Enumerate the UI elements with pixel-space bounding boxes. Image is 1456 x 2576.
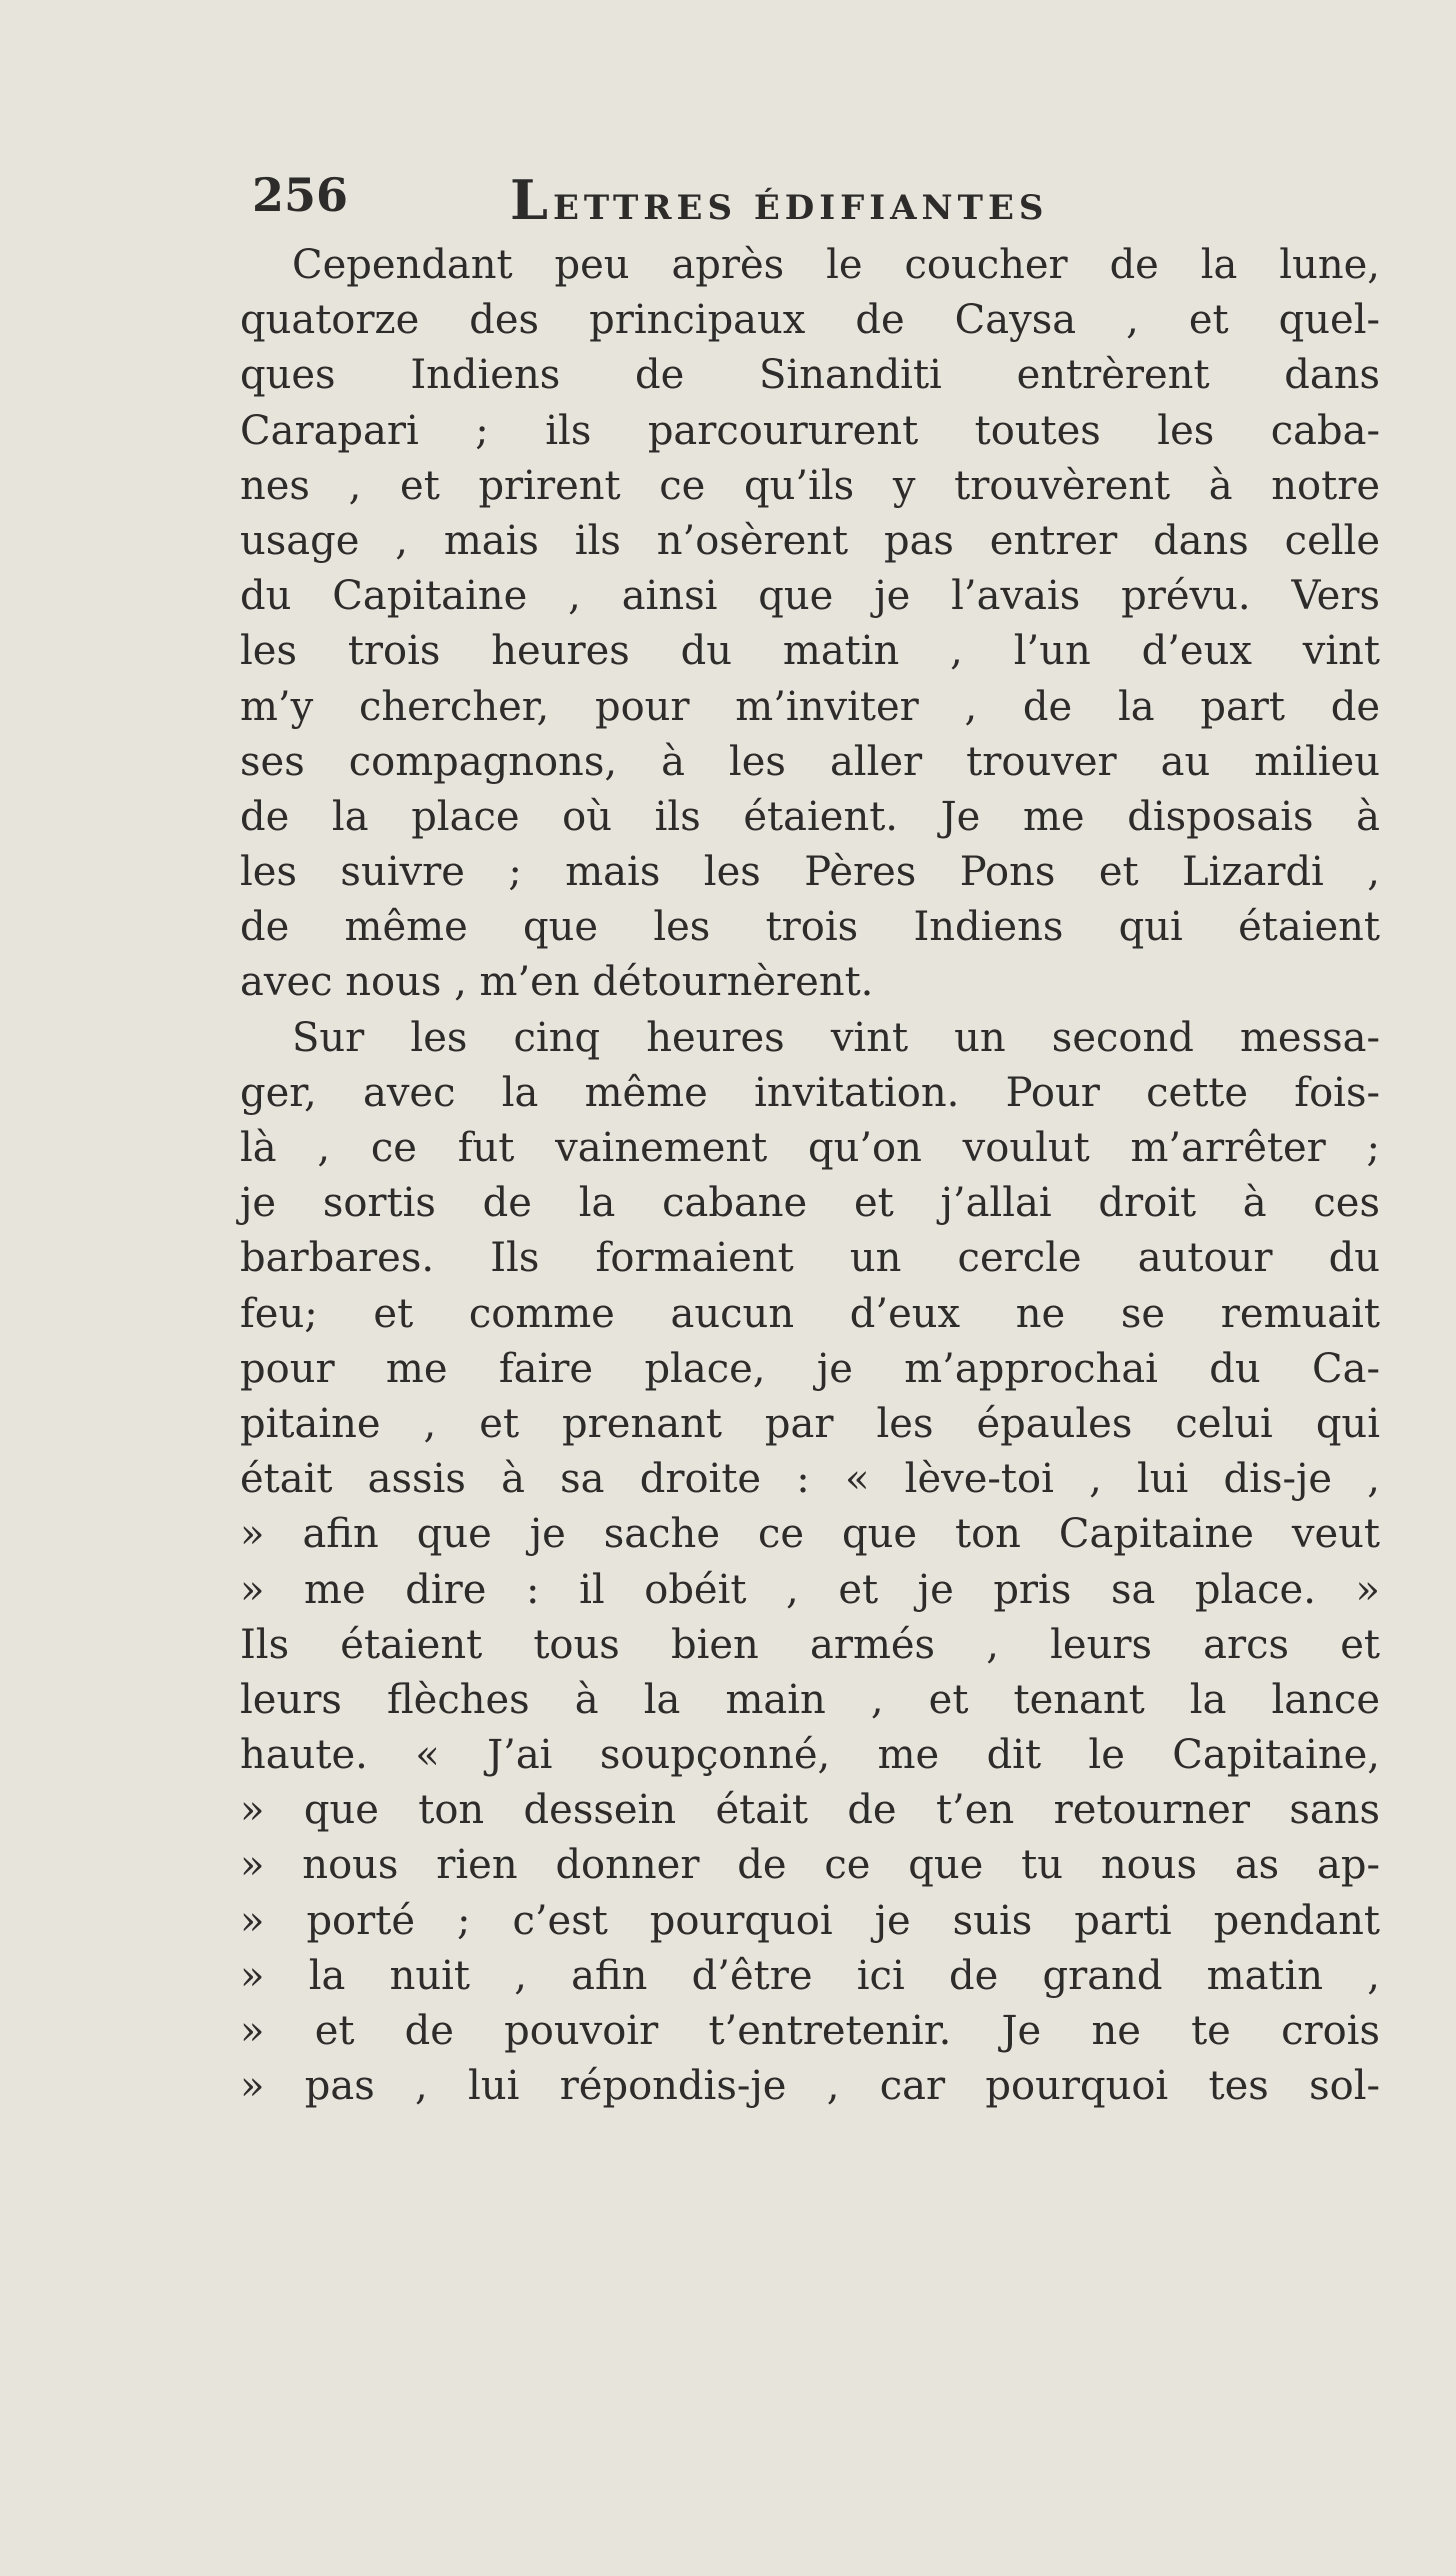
page-number: 256 — [252, 168, 349, 222]
text-line: Ils étaient tous bien armés , leurs arcs et — [240, 1621, 1380, 1668]
text-line: Cependant peu après le coucher de la lune, — [292, 242, 1380, 288]
text-line: » pas , lui répondis-je , car pourquoi tes sol- — [240, 2063, 1380, 2110]
text-line: les suivre ; mais les Pères Pons et Lizardi , — [240, 849, 1380, 896]
text-line: haute. « J’ai soupçonné, me dit le Capitaine, — [240, 1732, 1380, 1779]
text-line: je sortis de la cabane et j’allai droit à ces — [240, 1180, 1380, 1227]
text-line: était assis à sa droite : « lève-toi , lui dis-je , — [240, 1456, 1380, 1503]
text-line: » et de pouvoir t’entretenir. Je ne te crois — [240, 2008, 1380, 2054]
text-line: Sur les cinq heures vint un second messa- — [292, 1014, 1380, 1061]
text-line: feu; et comme aucun d’eux ne se remuait — [240, 1290, 1380, 1337]
text-line: les trois heures du matin , l’un d’eux vint — [240, 628, 1380, 675]
text-line: ger, avec la même invitation. Pour cette fois- — [240, 1069, 1380, 1116]
text-line: » que ton dessein était de t’en retourner sans — [240, 1787, 1380, 1834]
text-line: ques Indiens de Sinanditi entrèrent dans — [240, 352, 1380, 399]
text-line: Carapari ; ils parcoururent toutes les caba- — [240, 407, 1380, 454]
text-line: barbares. Ils formaient un cercle autour du — [240, 1235, 1380, 1282]
text-line: usage , mais ils n’osèrent pas entrer dans celle — [240, 517, 1380, 564]
text-line: là , ce fut vainement qu’on voulut m’arrêter ; — [240, 1125, 1380, 1171]
running-head-rest: ETTRES ÉDIFIANTES — [552, 188, 1049, 228]
text-line: m’y chercher, pour m’inviter , de la part de — [240, 683, 1380, 730]
page-header — [252, 168, 1252, 238]
text-line: » me dire : il obéit , et je pris sa place. » — [240, 1566, 1380, 1613]
text-line: leurs flèches à la main , et tenant la lance — [240, 1676, 1380, 1723]
text-line: nes , et prirent ce qu’ils y trouvèrent à notre — [240, 462, 1380, 509]
text-line: ses compagnons, à les aller trouver au milieu — [240, 738, 1380, 785]
running-head — [510, 168, 1048, 232]
text-line: du Capitaine , ainsi que je l’avais prévu. Vers — [240, 573, 1380, 620]
text-line: » afin que je sache ce que ton Capitaine veut — [240, 1511, 1380, 1558]
text-line: avec nous , m’en détournèrent. — [240, 959, 874, 1006]
text-line: » nous rien donner de ce que tu nous as ap- — [240, 1842, 1380, 1889]
body-text — [240, 238, 1380, 2114]
text-line: » porté ; c’est pourquoi je suis parti pendant — [240, 1897, 1380, 1944]
text-line: de même que les trois Indiens qui étaient — [240, 904, 1380, 951]
text-line: de la place où ils étaient. Je me disposais à — [240, 793, 1380, 840]
running-head-initial: L — [510, 168, 553, 232]
text-line: pitaine , et prenant par les épaules celui qui — [240, 1400, 1380, 1447]
text-line: pour me faire place, je m’approchai du Ca- — [240, 1345, 1380, 1392]
text-line: quatorze des principaux de Caysa , et quel- — [240, 297, 1380, 344]
text-line: » la nuit , afin d’être ici de grand matin , — [240, 1952, 1380, 1999]
